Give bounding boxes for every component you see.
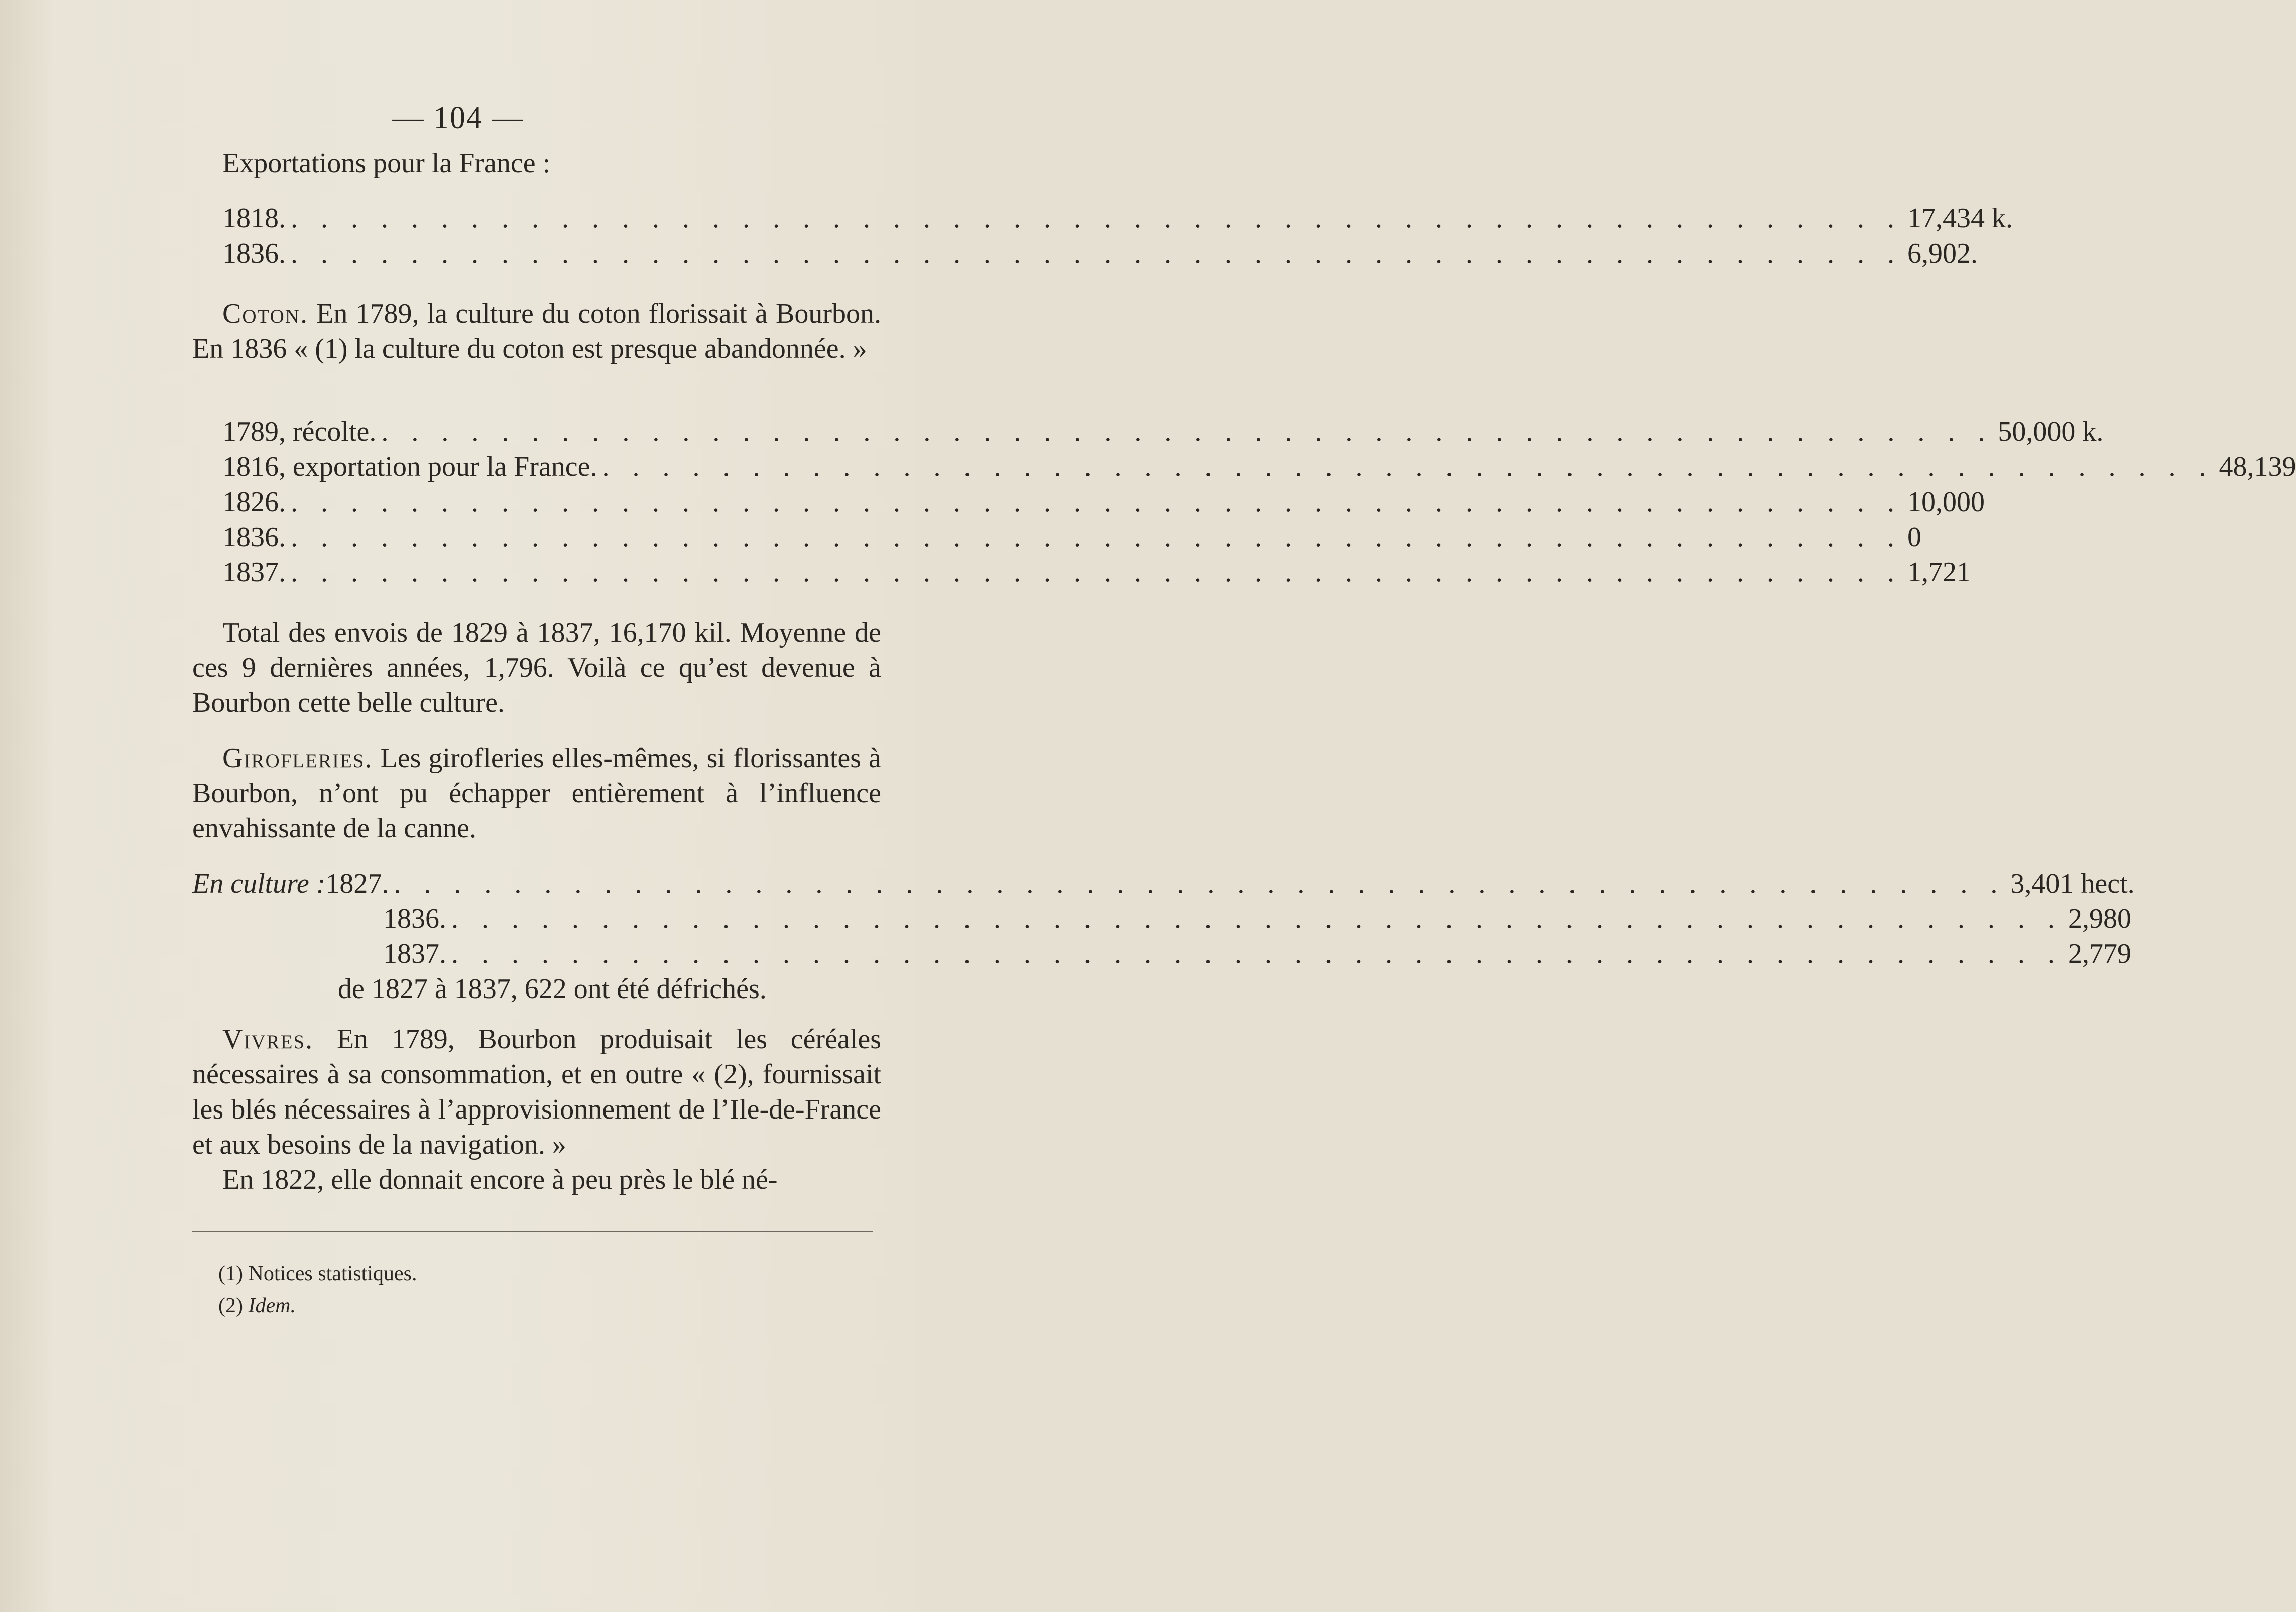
culture-row: 1837. . . . 2,779 <box>383 936 704 971</box>
coton-row: 1826. . . . 10,000 <box>222 484 855 520</box>
coton-row: 1816, exportation pour la France. . . . 48,139 <box>222 449 855 484</box>
footnote-rule <box>192 1231 873 1232</box>
defriches-line: de 1827 à 1837, 622 ont été défrichés. <box>338 973 767 1005</box>
coton-paragraph: Coton. En 1789, la culture du coton florissait à Bourbon. En 1836 « (1) la culture du coton est presque abandonnée. » <box>192 298 881 364</box>
coton-total-paragraph: Total des envois de 1829 à 1837, 16,170 kil. Moyenne de ces 9 dernières années, 1,796. Voilà ce qu’est devenue à Bourbon cette belle culture. <box>192 617 881 718</box>
culture-label: En culture : <box>192 868 326 899</box>
last-line: En 1822, elle donnait encore à peu près le blé né- <box>222 1164 778 1195</box>
coton-row: 1836. . . . 0 <box>222 520 855 555</box>
footnotes <box>218 1258 417 1322</box>
coton-row: 1789, récolte. . . . 50,000 k. <box>222 414 855 449</box>
culture-table <box>192 866 2135 1007</box>
exports-section <box>192 146 881 181</box>
exports-heading: Exportations pour la France : <box>222 148 551 179</box>
footnote-1: (1) Notices statistiques. <box>218 1262 417 1285</box>
coton-row: 1837. . . . 1,721 <box>222 555 855 590</box>
culture-row: 1827. . . . 3,401 hect. <box>325 866 2134 901</box>
footnote-2: (2) Idem. <box>218 1294 296 1317</box>
exports-row: 1818. . . . 17,434 k. <box>222 201 845 236</box>
coton-heading: Coton. <box>222 298 308 329</box>
girofleries-heading: Girofleries. <box>222 742 373 774</box>
exports-table <box>222 201 2013 271</box>
vivres-heading: Vivres. <box>222 1024 314 1055</box>
page-number: — 104 — <box>392 101 524 135</box>
vivres-paragraph: Vivres. En 1789, Bourbon produisait les céréales nécessaires à sa consommation, et en outre « (2), fournissait les blés nécessaires à l’approvisionnement de l’Ile-de-France et aux besoins de la navigation. » En 1822, elle donnait encore à peu près le blé né- <box>192 1022 881 1197</box>
girofleries-paragraph: Girofleries. Les girofleries elles-mêmes, si florissantes à Bourbon, n’ont pu échapper entièrement à l’influence envahissante de la canne. <box>192 742 881 844</box>
exports-row: 1836. . . . 6,902. <box>222 236 845 271</box>
culture-row: 1836. . . . 2,980 <box>383 901 704 936</box>
coton-table <box>222 414 2296 590</box>
